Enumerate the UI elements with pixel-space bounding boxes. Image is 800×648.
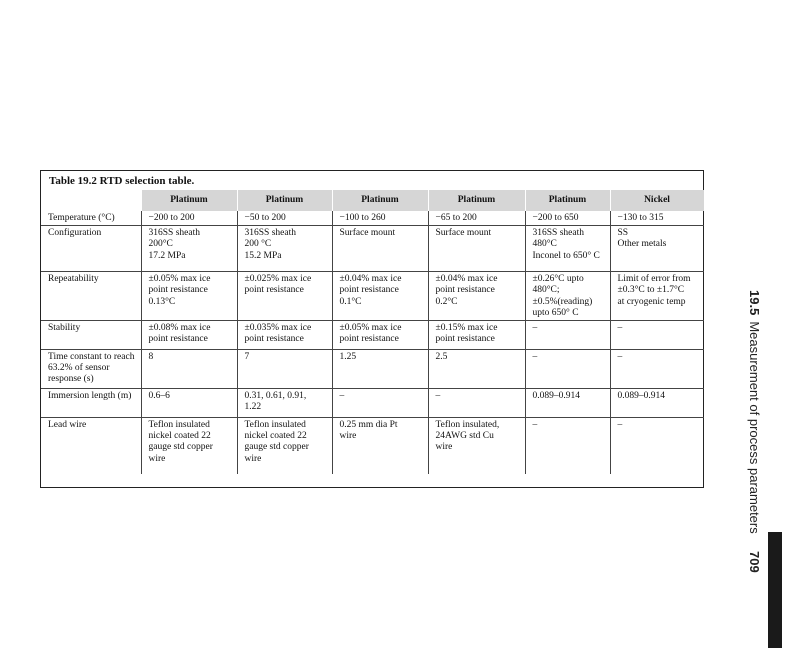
cell-line: point resistance <box>148 285 208 296</box>
cell-line: 17.2 MPa <box>148 250 186 261</box>
cell-line: 1.22 <box>244 402 262 413</box>
table-row <box>41 226 704 272</box>
cell-line: 0.089–0.914 <box>617 391 665 402</box>
header-cell: Platinum <box>525 190 610 211</box>
cell-line: Surface mount <box>435 228 492 239</box>
cell-line: point resistance <box>148 334 208 345</box>
cell-line: 0.31, 0.61, 0.91, <box>244 391 307 402</box>
section-number: 19.5 <box>747 290 762 316</box>
header-row <box>41 190 704 211</box>
cell-line: −100 to 260 <box>339 213 386 223</box>
table-cell <box>610 272 704 321</box>
row-label-line: Time constant to reach <box>48 352 135 363</box>
row-label-line: Immersion length (m) <box>48 391 132 402</box>
cell-line: nickel coated 22 <box>148 431 211 442</box>
cell-line: 200°C <box>148 239 173 250</box>
table-row <box>41 389 704 418</box>
cell-line: ±0.05% max ice <box>148 274 211 285</box>
header-cell: Platinum <box>141 190 237 211</box>
header-cell: Platinum <box>332 190 428 211</box>
cell-line: point resistance <box>244 334 304 345</box>
table-cell <box>141 211 237 226</box>
table-cell <box>610 418 704 475</box>
cell-line: 2.5 <box>435 352 448 363</box>
cell-line: – <box>617 352 623 363</box>
table-cell <box>525 321 610 350</box>
cell-line: ±0.04% max ice <box>339 274 402 285</box>
cell-line: – <box>435 391 441 402</box>
cell-line: – <box>532 323 538 334</box>
row-label-cell <box>41 321 141 350</box>
cell-line: −65 to 200 <box>435 213 477 223</box>
cell-line: at cryogenic temp <box>617 296 686 307</box>
table-cell <box>332 389 428 418</box>
table-cell <box>428 418 525 475</box>
cell-line: ±0.035% max ice <box>244 323 312 334</box>
cell-line: ±0.15% max ice <box>435 323 498 334</box>
cell-line: Teflon insulated <box>148 420 210 431</box>
table-cell <box>610 321 704 350</box>
table-cell <box>332 321 428 350</box>
cell-line: – <box>617 323 623 334</box>
cell-line: – <box>339 391 345 402</box>
cell-line: ±0.04% max ice <box>435 274 498 285</box>
table-cell <box>525 272 610 321</box>
cell-line: 316SS sheath <box>148 228 200 239</box>
table-row <box>41 211 704 226</box>
row-label-cell <box>41 418 141 475</box>
table-cell <box>428 272 525 321</box>
table-cell <box>332 272 428 321</box>
cell-line: point resistance <box>339 285 399 296</box>
cell-line: ±0.26°C upto <box>532 274 584 285</box>
cell-line: 0.6–6 <box>148 391 170 402</box>
table-cell <box>141 418 237 475</box>
cell-line: 200 °C <box>244 239 272 250</box>
table-cell <box>237 321 332 350</box>
cell-line: 15.2 MPa <box>244 250 282 261</box>
row-label-cell <box>41 211 141 226</box>
cell-line: 0.25 mm dia Pt <box>339 420 398 431</box>
rtd-selection-table-box <box>40 170 704 488</box>
running-head <box>747 290 762 590</box>
table-cell <box>428 350 525 389</box>
page-number: 709 <box>747 551 762 573</box>
table-row <box>41 272 704 321</box>
table-cell <box>525 350 610 389</box>
table-row <box>41 321 704 350</box>
table-cell <box>141 321 237 350</box>
cell-line: – <box>532 352 538 363</box>
table-row <box>41 350 704 389</box>
cell-line: Teflon insulated, <box>435 420 500 431</box>
table-cell <box>141 226 237 272</box>
cell-line: 1.25 <box>339 352 357 363</box>
cell-line: −200 to 650 <box>532 213 579 223</box>
table-cell <box>428 226 525 272</box>
cell-line: 7 <box>244 352 250 363</box>
cell-line: 0.1°C <box>339 296 362 307</box>
cell-line: – <box>532 420 538 431</box>
table-cell <box>525 211 610 226</box>
row-label-line: Repeatability <box>48 274 99 285</box>
cell-line: 24AWG std Cu <box>435 431 494 442</box>
cell-line: Other metals <box>617 239 667 250</box>
cell-line: gauge std copper <box>244 442 309 453</box>
cell-line: ±0.08% max ice <box>148 323 211 334</box>
cell-line: ±0.3°C to ±1.7°C <box>617 285 685 296</box>
cell-line: upto 650° C <box>532 307 579 318</box>
cell-line: 0.089–0.914 <box>532 391 580 402</box>
row-label-line: Configuration <box>48 228 102 239</box>
table-cell <box>525 389 610 418</box>
table-cell <box>332 418 428 475</box>
table-cell <box>610 350 704 389</box>
table-cell <box>332 226 428 272</box>
table-cell <box>428 211 525 226</box>
cell-line: SS <box>617 228 629 239</box>
cell-line: wire <box>435 442 453 453</box>
row-label-line: Stability <box>48 323 81 334</box>
cell-line: point resistance <box>339 334 399 345</box>
table-cell <box>237 350 332 389</box>
page-edge-tab <box>768 532 782 648</box>
cell-line: Limit of error from <box>617 274 691 285</box>
cell-line: wire <box>339 431 357 442</box>
row-label-line: Temperature (°C) <box>48 213 115 223</box>
table-cell <box>332 211 428 226</box>
cell-line: 8 <box>148 352 154 363</box>
cell-line: −130 to 315 <box>617 213 664 223</box>
table-cell <box>237 211 332 226</box>
table-cell <box>525 418 610 475</box>
cell-line: – <box>617 420 623 431</box>
table-cell <box>428 389 525 418</box>
table-cell <box>141 272 237 321</box>
table-cell <box>237 389 332 418</box>
row-label-cell <box>41 350 141 389</box>
cell-line: −200 to 200 <box>148 213 195 223</box>
table-cell <box>525 226 610 272</box>
cell-line: wire <box>244 453 262 464</box>
table-row <box>41 418 704 475</box>
cell-line: point resistance <box>244 285 304 296</box>
table-cell <box>141 389 237 418</box>
table-cell <box>610 389 704 418</box>
cell-line: Inconel to 650° C <box>532 250 600 261</box>
cell-line: wire <box>148 453 166 464</box>
cell-line: ±0.025% max ice <box>244 274 312 285</box>
cell-line: 0.2°C <box>435 296 458 307</box>
header-cell: Platinum <box>237 190 332 211</box>
row-label-line: Lead wire <box>48 420 87 431</box>
header-cell: Platinum <box>428 190 525 211</box>
header-cell-blank <box>41 190 141 211</box>
rtd-selection-table <box>41 190 705 474</box>
row-label-line: 63.2% of sensor <box>48 363 110 374</box>
cell-line: Surface mount <box>339 228 396 239</box>
cell-line: −50 to 200 <box>244 213 286 223</box>
section-title: Measurement of process parameters <box>747 321 762 534</box>
row-label-cell <box>41 272 141 321</box>
table-cell <box>237 418 332 475</box>
cell-line: nickel coated 22 <box>244 431 307 442</box>
cell-line: Teflon insulated <box>244 420 306 431</box>
cell-line: ±0.05% max ice <box>339 323 402 334</box>
table-cell <box>237 226 332 272</box>
cell-line: 480°C; <box>532 285 560 296</box>
header-cell: Nickel <box>610 190 704 211</box>
table-cell <box>428 321 525 350</box>
cell-line: point resistance <box>435 334 495 345</box>
cell-line: point resistance <box>435 285 495 296</box>
cell-line: 316SS sheath <box>244 228 296 239</box>
table-cell <box>237 272 332 321</box>
row-label-cell <box>41 389 141 418</box>
cell-line: gauge std copper <box>148 442 213 453</box>
table-caption: Table 19.2 RTD selection table. <box>49 175 195 187</box>
cell-line: 316SS sheath <box>532 228 584 239</box>
row-label-line: response (s) <box>48 374 94 385</box>
cell-line: 0.13°C <box>148 296 176 307</box>
row-label-cell <box>41 226 141 272</box>
table-cell <box>610 226 704 272</box>
table-cell <box>610 211 704 226</box>
cell-line: 480°C <box>532 239 557 250</box>
table-cell <box>141 350 237 389</box>
cell-line: ±0.5%(reading) <box>532 296 593 307</box>
table-cell <box>332 350 428 389</box>
